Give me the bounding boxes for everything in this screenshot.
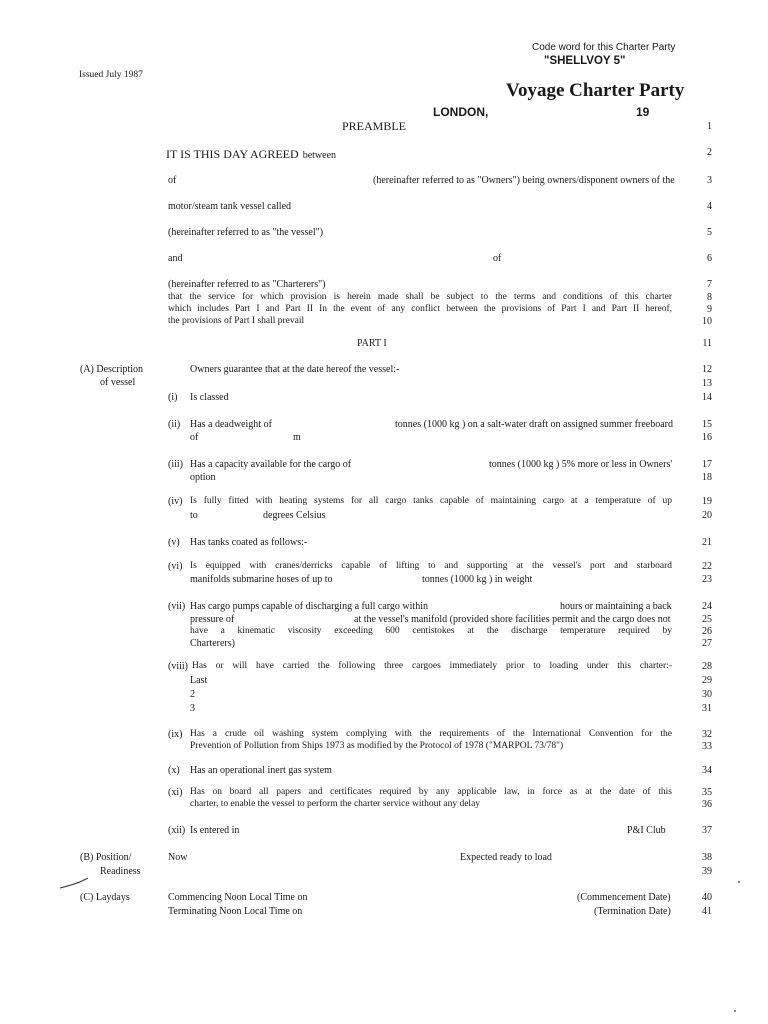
preamble-clause-line-1: that the service for which provision is herein made shall be subject to the terms and conditions of this charter	[168, 292, 672, 302]
item-x-text: Has an operational inert gas system	[190, 765, 332, 776]
section-c-label: (C) Laydays	[80, 892, 130, 903]
line-number: 20	[702, 510, 712, 521]
item-vii-text-c: pressure of	[190, 614, 235, 625]
line-number: 37	[702, 825, 712, 836]
item-xi-text-a: Has on board all papers and certificates required by any applicable law, in force as at the date of this	[190, 787, 672, 797]
issued-date: Issued July 1987	[79, 70, 143, 80]
line-number: 34	[702, 765, 712, 776]
scan-dot	[738, 881, 740, 883]
item-vi-text-b: manifolds submarine hoses of up to	[190, 574, 333, 585]
preamble-heading: PREAMBLE	[342, 119, 407, 133]
line-number: 36	[702, 799, 712, 810]
item-iii-text-a: Has a capacity available for the cargo of	[190, 459, 352, 470]
owners-ref: (hereinafter referred to as "Owners") being owners/disponent owners of the	[373, 175, 675, 186]
expected-ready-label: Expected ready to load	[460, 852, 552, 863]
item-v-text: Has tanks coated as follows:-	[190, 537, 308, 548]
code-word: "SHELLVOY 5"	[544, 55, 626, 67]
item-iv-text-c: degrees Celsius	[263, 510, 326, 521]
line-number: 23	[702, 574, 712, 585]
line-number: 33	[702, 741, 712, 752]
document-title: Voyage Charter Party	[506, 80, 685, 101]
item-ix-text-b: Prevention of Pollution from Ships 1973 as modified by the Protocol of 1978 ("MARPOL 73/78")	[190, 741, 564, 751]
item-i-number: (i)	[168, 392, 178, 403]
line-number: 28	[702, 661, 712, 672]
item-vi-text-c: tonnes (1000 kg ) in weight	[422, 574, 533, 585]
item-xii-number: (xii)	[168, 825, 186, 836]
vessel-called: motor/steam tank vessel called	[168, 201, 292, 212]
line-number: 17	[702, 459, 712, 470]
part-title: PART I	[357, 338, 387, 349]
line-number: 18	[702, 472, 712, 483]
scan-dot	[734, 1010, 736, 1012]
preamble-clause-line-3: the provisions of Part I shall prevail	[168, 316, 305, 326]
item-ix-number: (ix)	[168, 729, 183, 740]
line-number: 10	[702, 316, 712, 327]
item-ii-text-c: of	[190, 432, 199, 443]
line-number: 15	[702, 419, 712, 430]
line-number: 16	[702, 432, 712, 443]
line-number: 32	[702, 729, 712, 740]
section-a-label: (A) Description	[80, 364, 144, 375]
year-label: 19	[636, 105, 650, 119]
item-viii-last: Last	[190, 675, 208, 686]
line-number: 27	[702, 638, 712, 649]
line-number: 9	[707, 304, 712, 315]
line-number: 8	[707, 292, 712, 303]
line-number: 6	[707, 253, 712, 264]
item-viii-text-a: Has or will have carried the following three cargoes immediately prior to loading under this charter:-	[192, 661, 672, 671]
item-xi-number: (xi)	[168, 787, 183, 798]
item-i-text: Is classed	[190, 392, 229, 403]
line-number: 19	[702, 496, 712, 507]
item-vii-number: (vii)	[168, 601, 186, 612]
item-ix-text-a: Has a crude oil washing system complying with the requirements of the International Convention for the	[190, 729, 672, 739]
line-number: 11	[702, 338, 712, 349]
place-label: LONDON,	[433, 105, 489, 119]
agreed-caps: IT IS THIS DAY AGREED	[166, 147, 299, 161]
pen-mark	[58, 874, 92, 892]
line-number: 21	[702, 537, 712, 548]
line-number: 40	[702, 892, 712, 903]
item-iii-number: (iii)	[168, 459, 183, 470]
charterers-ref: (hereinafter referred to as "Charterers")	[168, 279, 326, 290]
item-iii-text-b: tonnes (1000 kg ) 5% more or less in Owners'	[489, 459, 673, 470]
preamble-clause-line-2: which includes Part I and Part II In the event of any conflict between the provisions of Part I and Part II hereof,	[168, 304, 672, 314]
item-x-number: (x)	[168, 765, 180, 776]
section-b-label: (B) Position/	[80, 852, 132, 863]
line-number: 5	[707, 227, 712, 238]
of-charterers: of	[493, 253, 502, 264]
line-number: 3	[707, 175, 712, 186]
item-iv-text-a: Is fully fitted with heating systems for all cargo tanks capable of maintaining cargo at a temperature of up	[190, 496, 672, 506]
item-vi-text-a: Is equipped with cranes/derricks capable of lifting to and supporting at the vessel's port and starboard	[190, 561, 672, 571]
item-vii-text-e: have a kinematic viscosity exceeding 600 centistokes at the discharge temperature required by	[190, 626, 672, 636]
and-label: and	[168, 253, 183, 264]
line-number: 39	[702, 866, 712, 877]
line-number: 2	[707, 147, 712, 158]
item-viii-3: 3	[190, 703, 195, 714]
item-vi-number: (vi)	[168, 561, 183, 572]
item-xi-text-b: charter, to enable the vessel to perform the charter service without any delay	[190, 799, 481, 809]
line-number: 35	[702, 787, 712, 798]
line-number: 30	[702, 689, 712, 700]
line-number: 41	[702, 906, 712, 917]
line-number: 22	[702, 561, 712, 572]
item-vii-text-a: Has cargo pumps capable of discharging a full cargo within	[190, 601, 428, 612]
line-number: 26	[702, 626, 712, 637]
line-number: 25	[702, 614, 712, 625]
line-number: 12	[702, 364, 712, 375]
line-number: 29	[702, 675, 712, 686]
item-xii-text-b: P&I Club	[627, 825, 666, 836]
line-number: 7	[707, 279, 712, 290]
item-v-number: (v)	[168, 537, 180, 548]
line-number: 1	[707, 121, 712, 132]
item-ii-text-d: m	[293, 432, 301, 443]
code-word-label: Code word for this Charter Party	[532, 42, 676, 53]
section-a-sublabel: of vessel	[100, 377, 136, 388]
item-iii-text-c: option	[190, 472, 216, 483]
item-xii-text-a: Is entered in	[190, 825, 240, 836]
now-label: Now	[168, 852, 188, 863]
item-ii-text-b: tonnes (1000 kg ) on a salt-water draft on assigned summer freeboard	[395, 419, 673, 430]
of-owners: of	[168, 175, 177, 186]
item-vii-text-b: hours or maintaining a back	[560, 601, 672, 612]
commencement-date-label: (Commencement Date)	[577, 892, 671, 903]
commencing-label: Commencing Noon Local Time on	[168, 892, 308, 903]
item-vii-text-d: at the vessel's manifold (provided shore facilities permit and the cargo does not	[354, 614, 671, 625]
item-iv-text-b: to	[190, 510, 198, 521]
agreed-rest: between	[302, 150, 337, 161]
guarantee-intro: Owners guarantee that at the date hereof the vessel:-	[190, 364, 400, 375]
item-viii-number: (viii)	[168, 661, 188, 672]
item-ii-text-a: Has a deadweight of	[190, 419, 272, 430]
line-number: 31	[702, 703, 712, 714]
item-iv-number: (iv)	[168, 496, 183, 507]
agreed-line	[166, 145, 336, 163]
vessel-ref: (hereinafter referred to as "the vessel")	[168, 227, 324, 238]
line-number: 38	[702, 852, 712, 863]
line-number: 14	[702, 392, 712, 403]
item-ii-number: (ii)	[168, 419, 181, 430]
terminating-label: Terminating Noon Local Time on	[168, 906, 303, 917]
item-vii-text-f: Charterers)	[190, 638, 235, 649]
item-viii-2: 2	[190, 689, 195, 700]
termination-date-label: (Termination Date)	[594, 906, 671, 917]
line-number: 24	[702, 601, 712, 612]
section-b-sublabel: Readiness	[100, 866, 141, 877]
line-number: 13	[702, 378, 712, 389]
line-number: 4	[707, 201, 712, 212]
